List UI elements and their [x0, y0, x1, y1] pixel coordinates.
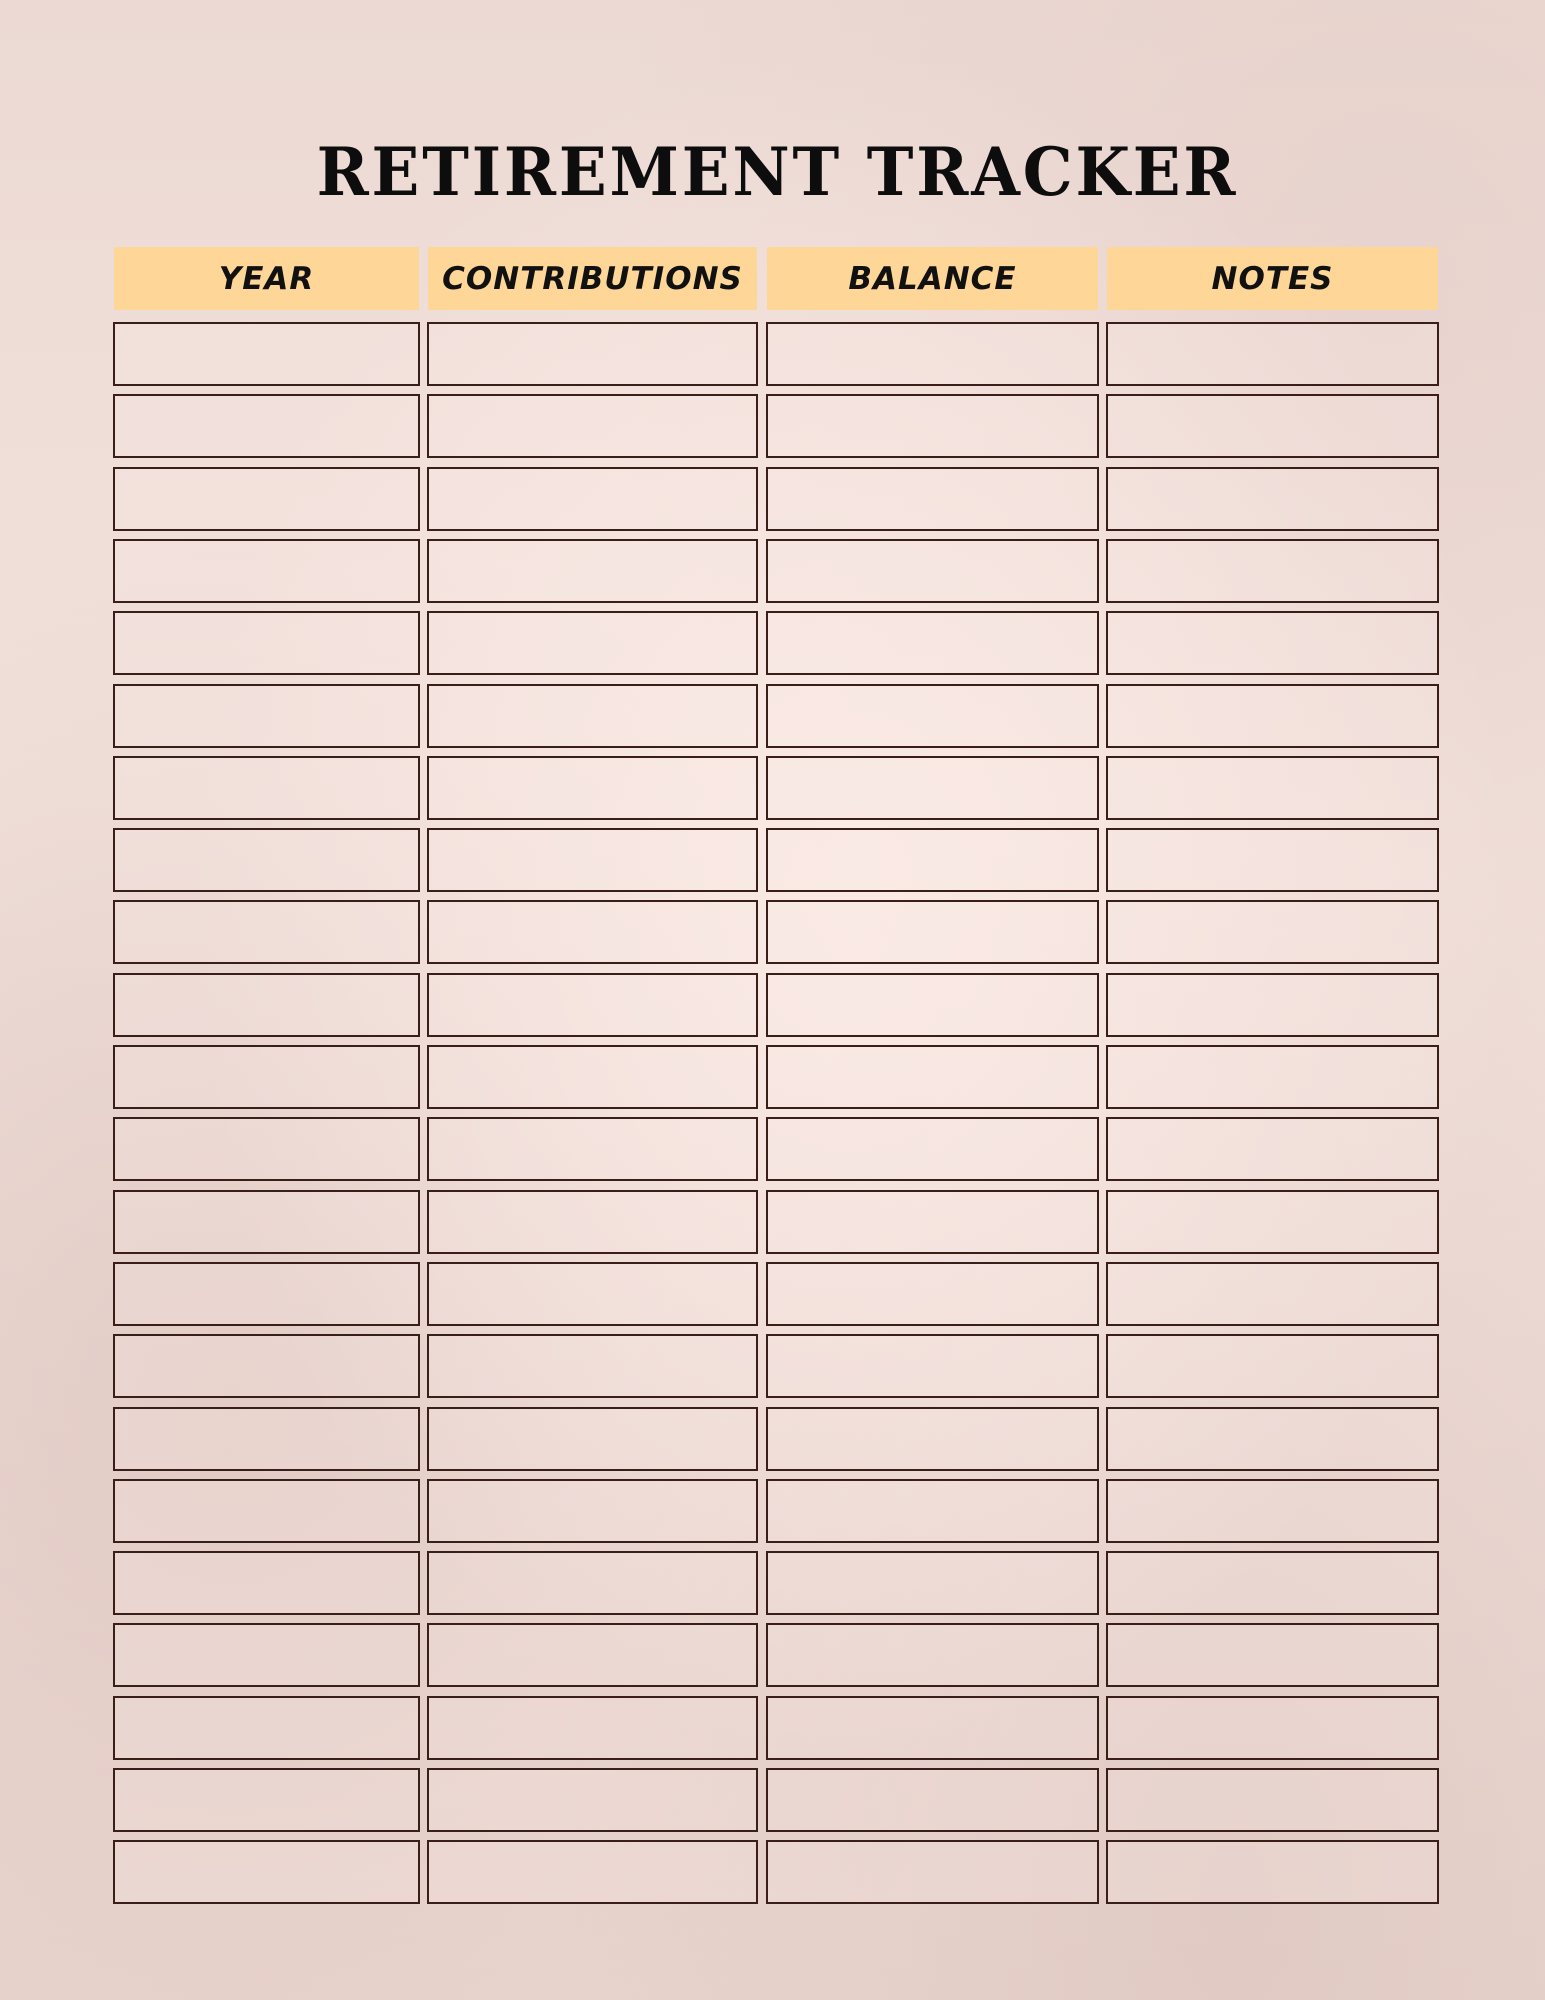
cell-balance[interactable] [766, 1696, 1099, 1760]
cell-balance[interactable] [766, 394, 1099, 458]
cell-contributions[interactable] [427, 756, 758, 820]
cell-contributions[interactable] [427, 900, 758, 964]
cell-balance[interactable] [766, 467, 1099, 531]
cell-balance[interactable] [766, 539, 1099, 603]
cell-year[interactable] [113, 1479, 420, 1543]
cell-year[interactable] [113, 900, 420, 964]
cell-notes[interactable] [1106, 1696, 1439, 1760]
column-header-balance: BALANCE [767, 247, 1098, 310]
cell-year[interactable] [113, 394, 420, 458]
cell-notes[interactable] [1106, 611, 1439, 675]
cell-year[interactable] [113, 828, 420, 892]
cell-contributions[interactable] [427, 394, 758, 458]
cell-balance[interactable] [766, 1623, 1099, 1687]
cell-year[interactable] [113, 756, 420, 820]
cell-balance[interactable] [766, 1407, 1099, 1471]
cell-contributions[interactable] [427, 1696, 758, 1760]
cell-notes[interactable] [1106, 1045, 1439, 1109]
cell-balance[interactable] [766, 1479, 1099, 1543]
cell-balance[interactable] [766, 1262, 1099, 1326]
cell-notes[interactable] [1106, 1262, 1439, 1326]
cell-contributions[interactable] [427, 1623, 758, 1687]
cell-notes[interactable] [1106, 1190, 1439, 1254]
cell-notes[interactable] [1106, 467, 1439, 531]
cell-contributions[interactable] [427, 611, 758, 675]
cell-year[interactable] [113, 1407, 420, 1471]
cell-contributions[interactable] [427, 1479, 758, 1543]
cell-contributions[interactable] [427, 973, 758, 1037]
cell-year[interactable] [113, 611, 420, 675]
cell-notes[interactable] [1106, 973, 1439, 1037]
cell-balance[interactable] [766, 1117, 1099, 1181]
column-header-year: YEAR [114, 247, 419, 310]
cell-balance[interactable] [766, 828, 1099, 892]
cell-notes[interactable] [1106, 684, 1439, 748]
column-header-notes: NOTES [1107, 247, 1438, 310]
cell-year[interactable] [113, 322, 420, 386]
cell-year[interactable] [113, 1045, 420, 1109]
cell-notes[interactable] [1106, 1117, 1439, 1181]
cell-contributions[interactable] [427, 828, 758, 892]
cell-year[interactable] [113, 1117, 420, 1181]
cell-balance[interactable] [766, 322, 1099, 386]
cell-contributions[interactable] [427, 1768, 758, 1832]
cell-year[interactable] [113, 1551, 420, 1615]
cell-year[interactable] [113, 539, 420, 603]
cell-contributions[interactable] [427, 1117, 758, 1181]
cell-year[interactable] [113, 1623, 420, 1687]
cell-contributions[interactable] [427, 539, 758, 603]
cell-balance[interactable] [766, 611, 1099, 675]
cell-contributions[interactable] [427, 1190, 758, 1254]
cell-balance[interactable] [766, 1045, 1099, 1109]
cell-contributions[interactable] [427, 322, 758, 386]
cell-year[interactable] [113, 1840, 420, 1904]
cell-notes[interactable] [1106, 756, 1439, 820]
cell-notes[interactable] [1106, 539, 1439, 603]
cell-notes[interactable] [1106, 1479, 1439, 1543]
cell-balance[interactable] [766, 1334, 1099, 1398]
cell-contributions[interactable] [427, 1334, 758, 1398]
cell-year[interactable] [113, 973, 420, 1037]
cell-notes[interactable] [1106, 1840, 1439, 1904]
cell-year[interactable] [113, 1190, 420, 1254]
cell-notes[interactable] [1106, 1407, 1439, 1471]
cell-contributions[interactable] [427, 1045, 758, 1109]
cell-notes[interactable] [1106, 1768, 1439, 1832]
cell-year[interactable] [113, 1768, 420, 1832]
column-header-contributions: CONTRIBUTIONS [428, 247, 757, 310]
cell-balance[interactable] [766, 900, 1099, 964]
cell-notes[interactable] [1106, 828, 1439, 892]
cell-contributions[interactable] [427, 1262, 758, 1326]
cell-notes[interactable] [1106, 322, 1439, 386]
cell-contributions[interactable] [427, 1551, 758, 1615]
cell-balance[interactable] [766, 1840, 1099, 1904]
cell-balance[interactable] [766, 684, 1099, 748]
cell-contributions[interactable] [427, 467, 758, 531]
cell-year[interactable] [113, 1696, 420, 1760]
cell-notes[interactable] [1106, 1551, 1439, 1615]
cell-year[interactable] [113, 684, 420, 748]
cell-balance[interactable] [766, 756, 1099, 820]
page-title: RETIREMENT TRACKER [316, 133, 1239, 211]
cell-balance[interactable] [766, 1551, 1099, 1615]
cell-contributions[interactable] [427, 1840, 758, 1904]
cell-year[interactable] [113, 1334, 420, 1398]
cell-notes[interactable] [1106, 900, 1439, 964]
cell-year[interactable] [113, 467, 420, 531]
cell-notes[interactable] [1106, 394, 1439, 458]
cell-balance[interactable] [766, 973, 1099, 1037]
cell-balance[interactable] [766, 1768, 1099, 1832]
cell-contributions[interactable] [427, 1407, 758, 1471]
cell-notes[interactable] [1106, 1623, 1439, 1687]
cell-year[interactable] [113, 1262, 420, 1326]
cell-balance[interactable] [766, 1190, 1099, 1254]
cell-contributions[interactable] [427, 684, 758, 748]
cell-notes[interactable] [1106, 1334, 1439, 1398]
